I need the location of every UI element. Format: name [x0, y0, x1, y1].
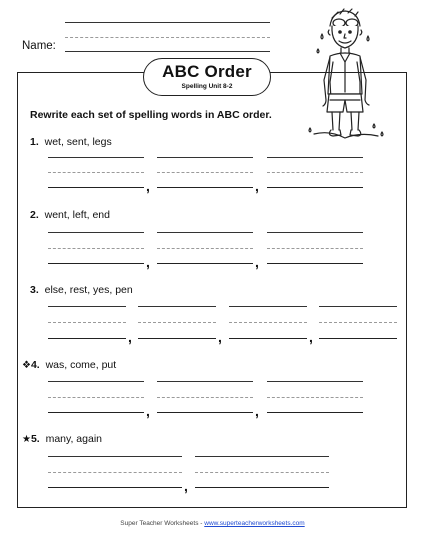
question-number: 4.: [30, 359, 40, 371]
comma: ,: [255, 254, 259, 270]
question-words: was, come, put: [45, 359, 117, 371]
answer-2-field-a[interactable]: [48, 263, 144, 264]
star-icon: ★: [22, 434, 31, 445]
answer-3-line-mid-c: [229, 322, 307, 323]
question-number: 2.: [30, 209, 39, 221]
answer-5-line-top-a: [48, 456, 182, 457]
answer-4-field-c[interactable]: [267, 412, 363, 413]
comma: ,: [146, 403, 150, 419]
answer-2-field-c[interactable]: [267, 263, 363, 264]
comma: ,: [146, 254, 150, 270]
answer-4-field-a[interactable]: [48, 412, 144, 413]
answer-1-line-top-c: [267, 157, 363, 158]
diamond-icon: ❖: [22, 360, 31, 371]
question-words: went, left, end: [44, 209, 110, 221]
answer-3-field-c[interactable]: [229, 338, 307, 339]
answer-1-field-c[interactable]: [267, 187, 363, 188]
answer-3-line-top-a: [48, 306, 126, 307]
answer-5-line-top-b: [195, 456, 329, 457]
answer-2-line-top-b: [157, 232, 253, 233]
answer-3-line-top-c: [229, 306, 307, 307]
comma: ,: [255, 178, 259, 194]
footer: [0, 520, 425, 527]
comma: ,: [128, 329, 132, 345]
answer-2-line-mid-a: [48, 248, 144, 249]
answer-3-field-b[interactable]: [138, 338, 216, 339]
header-dashed-line: [65, 37, 270, 38]
answer-1-line-top-b: [157, 157, 253, 158]
answer-3-line-top-b: [138, 306, 216, 307]
comma: ,: [146, 178, 150, 194]
answer-1-line-mid-b: [157, 172, 253, 173]
answer-2-line-mid-c: [267, 248, 363, 249]
question-4: [22, 359, 116, 371]
question-words: many, again: [45, 433, 103, 445]
answer-4-field-b[interactable]: [157, 412, 253, 413]
answer-5-line-mid-a: [48, 472, 182, 473]
answer-1-line-mid-c: [267, 172, 363, 173]
answer-4-line-mid-b: [157, 397, 253, 398]
answer-2-line-top-a: [48, 232, 144, 233]
name-label: Name:: [22, 40, 56, 52]
comma: ,: [184, 478, 188, 494]
answer-3-line-mid-d: [319, 322, 397, 323]
question-number: 3.: [30, 284, 39, 296]
answer-2-field-b[interactable]: [157, 263, 253, 264]
answer-4-line-mid-a: [48, 397, 144, 398]
answer-3-line-mid-a: [48, 322, 126, 323]
page-subtitle: Spelling Unit 8-2: [181, 83, 233, 90]
question-5: [22, 433, 102, 445]
answer-1-line-top-a: [48, 157, 144, 158]
name-field[interactable]: [65, 51, 270, 52]
header-top-line: [65, 22, 270, 23]
answer-4-line-top-b: [157, 381, 253, 382]
answer-1-field-b[interactable]: [157, 187, 253, 188]
answer-3-line-mid-b: [138, 322, 216, 323]
question-number: 5.: [30, 433, 40, 445]
answer-1-line-mid-a: [48, 172, 144, 173]
answer-5-line-mid-b: [195, 472, 329, 473]
answer-3-field-a[interactable]: [48, 338, 126, 339]
question-words: wet, sent, legs: [44, 136, 112, 148]
question-2: [30, 209, 110, 221]
answer-5-field-b[interactable]: [195, 487, 329, 488]
instructions: Rewrite each set of spelling words in ABC order.: [30, 109, 272, 121]
question-number: 1.: [30, 136, 39, 148]
footer-brand: Super Teacher Worksheets -: [120, 520, 205, 527]
answer-4-line-top-c: [267, 381, 363, 382]
question-1: [30, 136, 112, 148]
answer-4-line-mid-c: [267, 397, 363, 398]
question-3: [30, 284, 133, 296]
answer-5-field-a[interactable]: [48, 487, 182, 488]
answer-4-line-top-a: [48, 381, 144, 382]
answer-2-line-mid-b: [157, 248, 253, 249]
answer-2-line-top-c: [267, 232, 363, 233]
footer-link[interactable]: www.superteacherworksheets.com: [204, 520, 305, 527]
answer-3-field-d[interactable]: [319, 338, 397, 339]
title-badge: [143, 58, 271, 96]
answer-3-line-top-d: [319, 306, 397, 307]
question-words: else, rest, yes, pen: [44, 284, 133, 296]
comma: ,: [309, 329, 313, 345]
comma: ,: [218, 329, 222, 345]
comma: ,: [255, 403, 259, 419]
answer-1-field-a[interactable]: [48, 187, 144, 188]
page-title: ABC Order: [162, 62, 252, 81]
